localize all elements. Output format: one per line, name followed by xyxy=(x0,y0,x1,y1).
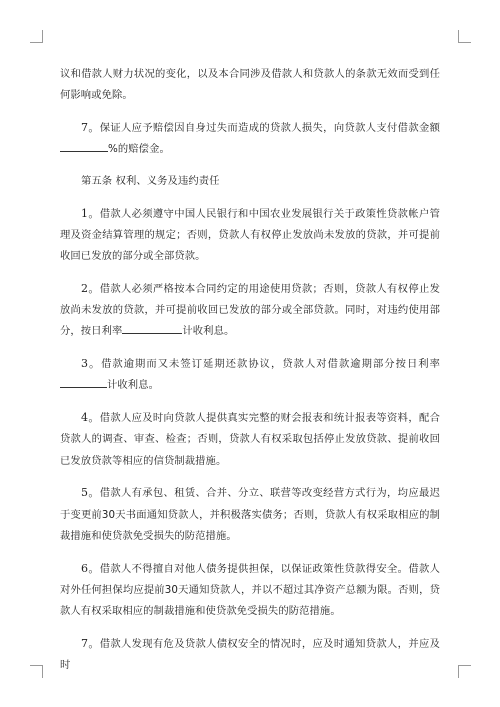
paragraph-account-management xyxy=(60,203,440,268)
paragraph-number: 3。 xyxy=(81,357,102,371)
paragraph-text: 议和借款人财力状况的变化，以及本合同涉及借款人和贷款人的条款无效而受到任何影响或免除。 xyxy=(60,68,440,102)
paragraph-number: 4。 xyxy=(81,411,100,425)
document-body xyxy=(60,64,440,687)
paragraph-number: 6。 xyxy=(81,561,100,575)
paragraph-text: 借款人有承包、租赁、合并、分立、联营等改变经营方式行为，均应最迟于变更前30天书面通知贷款人，并积极落实债务；否则，贷款人有权采取相应的制裁措施和使贷款免受损失的防范措施。 xyxy=(60,487,441,542)
paragraph-text: %的赔偿金。 xyxy=(108,143,170,156)
paragraph-financial-reports xyxy=(60,407,440,472)
page-corner-mark-bottom-left xyxy=(30,665,43,678)
paragraph-number: 1。 xyxy=(81,206,100,220)
paragraph-business-change xyxy=(60,482,440,547)
section-heading xyxy=(60,171,440,192)
fill-in-blank[interactable] xyxy=(97,375,107,388)
paragraph-number: 7。 xyxy=(81,636,100,650)
paragraph-text: 保证人应予赔偿因自身过失而造成的贷款人损失，向贷款人支付借款金额 xyxy=(99,122,441,134)
paragraph-text: 借款人发现有危及贷款人债权安全的情况时，应及时通知贷款人，并应及时 xyxy=(60,637,441,672)
fill-in-blank[interactable] xyxy=(122,321,182,334)
paragraph-text: 借款人必须遵守中国人民银行和中国农业发展银行关于政策性贷款帐户管理及资金结算管理的规定；否则，贷款人有权停止发放尚未发放的贷款，并可提前收回已发放的部分或全部贷款。 xyxy=(60,207,441,263)
page-corner-mark-top-right xyxy=(458,30,471,43)
paragraph-text: 借款人必须严格按本合同约定的用途使用贷款；否则，贷款人有权停止发放尚未发放的贷款，并可提前收回已发放的部分或全部贷款。同时，对违约使用部分，按日利率 xyxy=(60,283,441,338)
paragraph-text: 计收利息。 xyxy=(107,379,159,392)
paragraph-text: 借款逾期而又未签订延期还款协议，贷款人对借款逾期部分按日利率 xyxy=(101,358,440,371)
paragraph-overdue-interest xyxy=(60,353,440,396)
paragraph-loan-usage xyxy=(60,278,440,343)
paragraph-text: 计收利息。 xyxy=(182,325,235,338)
fill-in-blank[interactable] xyxy=(60,375,97,388)
paragraph-text: 借款人应及时向贷款人提供真实完整的财会报表和统计报表等资料，配合贷款人的调查、审查、检查；否则，贷款人有权采取包括停止发放贷款、提前收回已发放贷款等相应的信贷制裁措施。 xyxy=(60,412,441,467)
paragraph-guarantee-restriction xyxy=(60,558,440,623)
paragraph-text: 借款人不得擅自对他人债务提供担保，以保证政策性贷款得安全。借款人对外任何担保均应提前30天通知贷款人，并以不超过其净资产总额为限。否则，贷款人有权采取相应的制裁措施和使贷款免受损失的防范措施。 xyxy=(60,562,441,618)
paragraph-guarantor-compensation xyxy=(60,117,440,160)
section-heading-text: 第五条 权利、义务及违约责任 xyxy=(81,175,220,187)
paragraph-risk-notification xyxy=(60,633,440,676)
page-corner-mark-top-left xyxy=(30,30,43,43)
fill-in-blank[interactable] xyxy=(74,139,108,152)
page-corner-mark-bottom-right xyxy=(458,665,471,678)
paragraph-number: 2。 xyxy=(81,282,100,295)
paragraph-number: 7。 xyxy=(81,121,100,134)
paragraph-continuation xyxy=(60,64,440,106)
paragraph-number: 5。 xyxy=(81,486,100,500)
fill-in-blank[interactable] xyxy=(60,139,74,152)
